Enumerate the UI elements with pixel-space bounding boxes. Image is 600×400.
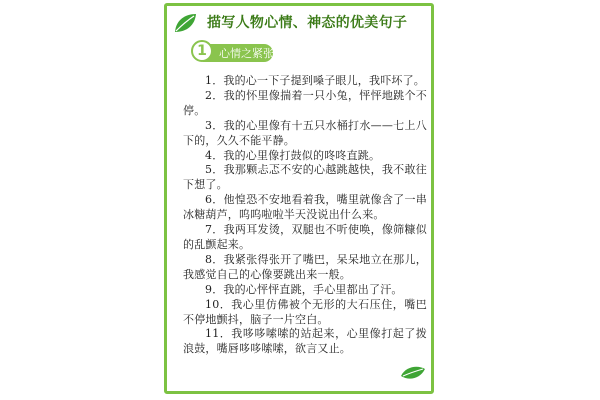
list-item: 5．我那颗忐忑不安的心越跳越快，我不敢往下想了。 <box>183 163 427 192</box>
list-item: 4．我的心里像打鼓似的咚咚直跳。 <box>205 148 381 162</box>
list-item: 2．我的怀里像揣着一只小兔，怦怦地跳个不停。 <box>183 88 427 117</box>
section-label: 心情之紧张 <box>219 47 274 60</box>
sentence-list <box>183 74 427 357</box>
section-number: 1 <box>191 40 213 62</box>
green-leaf-icon <box>173 12 197 34</box>
list-item: 9．我的心怦怦直跳，手心里都出了汗。 <box>205 282 403 296</box>
leaf-decoration-icon <box>400 364 426 382</box>
content-card <box>164 3 434 394</box>
list-item: 3．我的心里像有十五只水桶打水——七上八下的，久久不能平静。 <box>183 118 427 147</box>
list-item: 7．我两耳发烫，双腿也不听使唤，像筛糠似的乱颤起来。 <box>183 223 427 251</box>
section-tab <box>191 40 273 66</box>
page-title: 描写人物心情、神态的优美句子 <box>207 15 408 31</box>
list-item: 6．他惶恐不安地看着我，嘴里就像含了一串冰糖葫芦，呜呜啦啦半天没说出什么来。 <box>183 193 427 222</box>
list-item: 11．我哆哆嗦嗦的站起来，心里像打起了拨浪鼓，嘴唇哆哆嗦嗦，欲言又止。 <box>183 327 427 356</box>
list-item: 1．我的心一下子提到嗓子眼儿，我吓坏了。 <box>205 74 425 87</box>
list-item: 8．我紧张得张开了嘴巴，呆呆地立在那儿，我感觉自己的心像要跳出来一般。 <box>183 252 427 281</box>
list-item: 10．我心里仿佛被个无形的大石压住，嘴巴不停地颤抖，脑子一片空白。 <box>183 297 427 326</box>
